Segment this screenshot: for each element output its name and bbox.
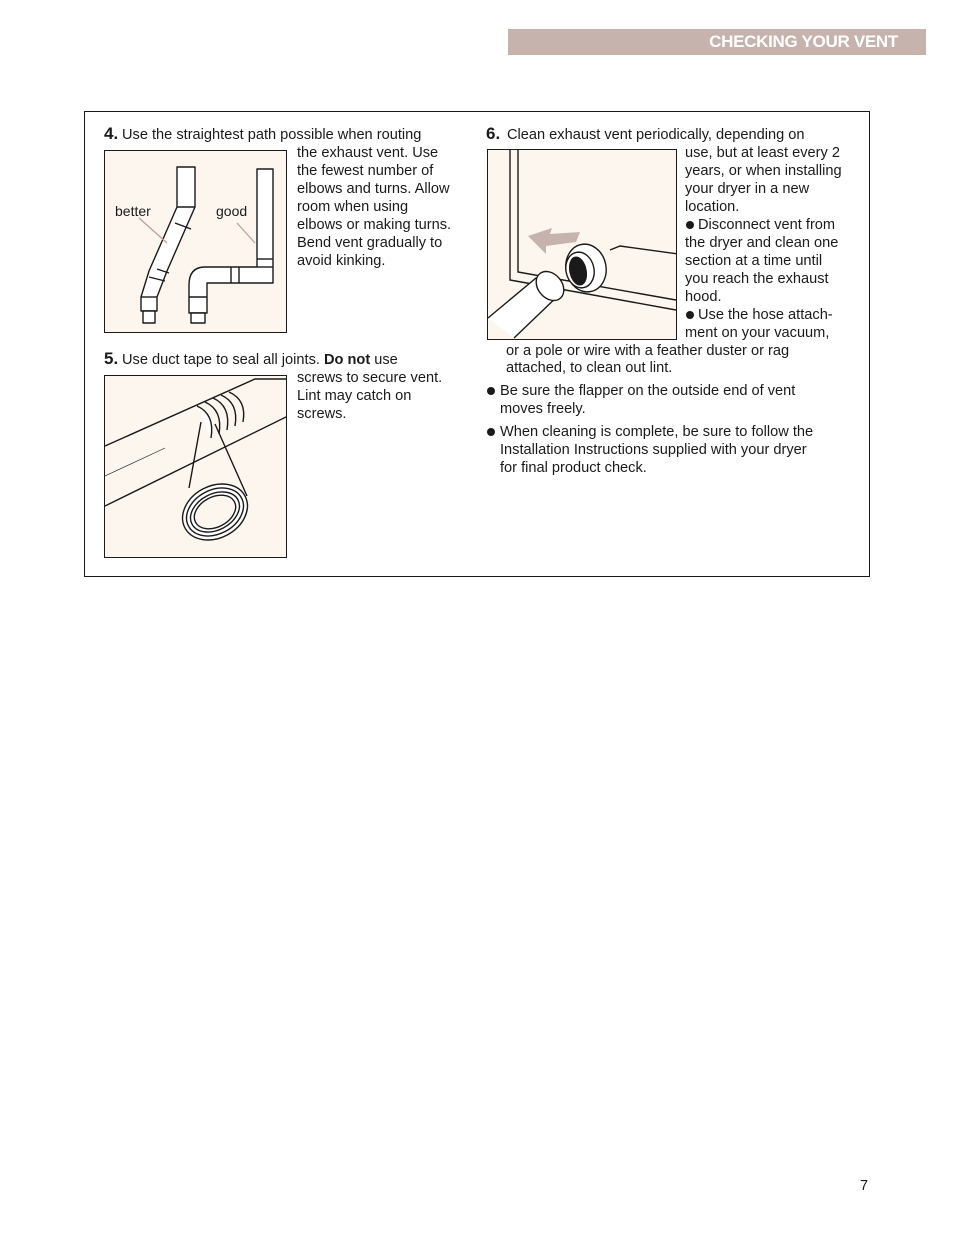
step-6-line-5: location. — [685, 199, 740, 215]
step-4-line-2: the exhaust vent. Use — [297, 145, 439, 161]
final-check-bullet-line-2: Installation Instructions supplied with your dryer — [500, 442, 807, 458]
vent-cleaning-illustration — [487, 149, 677, 340]
step-4-line-3: the fewest number of — [297, 163, 434, 179]
bullet-dot — [686, 311, 694, 319]
step-5-line-1: Use duct tape to seal all joints. Do not use — [122, 352, 398, 368]
flapper-bullet-line-2: moves freely. — [500, 401, 586, 417]
step-4-line-8: avoid kinking. — [297, 253, 386, 269]
step-6-line-8: section at a time until — [685, 253, 823, 269]
step-5-number: 5. — [104, 349, 119, 368]
step-5-line-2: screws to secure vent. — [297, 370, 443, 386]
step-6-line-7: the dryer and clean one — [685, 235, 839, 251]
step-4-number: 4. — [104, 124, 119, 143]
vent-cleaning-drawing — [488, 150, 677, 340]
better-label: better — [115, 203, 151, 219]
page-number: 7 — [860, 1178, 869, 1194]
section-header: CHECKING YOUR VENT — [508, 29, 926, 55]
step-6-line-13: or a pole or wire with a feather duster or rag — [506, 343, 790, 359]
bullet-dot — [487, 428, 495, 436]
do-not-emphasis: Do not — [324, 352, 371, 368]
step-5-line-3: Lint may catch on — [297, 388, 412, 404]
step-6-line-2: use, but at least every 2 — [685, 145, 840, 161]
step-6-number: 6. — [486, 124, 501, 143]
step-6-line-12: ment on your vacuum, — [685, 325, 830, 341]
step-6-line-10: hood. — [685, 289, 722, 305]
step-6-line-6: Disconnect vent from — [698, 217, 836, 233]
duct-tape-drawing — [105, 376, 287, 558]
step-6-line-1: Clean exhaust vent periodically, depending on — [507, 127, 805, 143]
final-check-bullet-line-3: for final product check. — [500, 460, 647, 476]
vent-routing-drawing — [105, 151, 287, 333]
step-6-line-11: Use the hose attach- — [698, 307, 833, 323]
good-label: good — [216, 203, 248, 219]
step-4-line-5: room when using — [297, 199, 409, 215]
step-4-line-4: elbows and turns. Allow — [297, 181, 450, 197]
step-4-line-6: elbows or making turns. — [297, 217, 452, 233]
step-6-line-3: years, or when installing — [685, 163, 842, 179]
bullet-dot — [487, 387, 495, 395]
flapper-bullet-line-1: Be sure the flapper on the outside end of vent — [500, 383, 796, 399]
step-4-line-7: Bend vent gradually to — [297, 235, 443, 251]
step-6-line-9: you reach the exhaust — [685, 271, 829, 287]
step-6-line-4: your dryer in a new — [685, 181, 810, 197]
vent-routing-illustration — [104, 150, 287, 333]
duct-tape-illustration — [104, 375, 287, 558]
step-6-line-14: attached, to clean out lint. — [506, 360, 673, 376]
bullet-dot — [686, 221, 694, 229]
step-4-line-1: Use the straightest path possible when routing — [122, 127, 422, 143]
step-5-line-4: screws. — [297, 406, 347, 422]
final-check-bullet-line-1: When cleaning is complete, be sure to follow the — [500, 424, 814, 440]
